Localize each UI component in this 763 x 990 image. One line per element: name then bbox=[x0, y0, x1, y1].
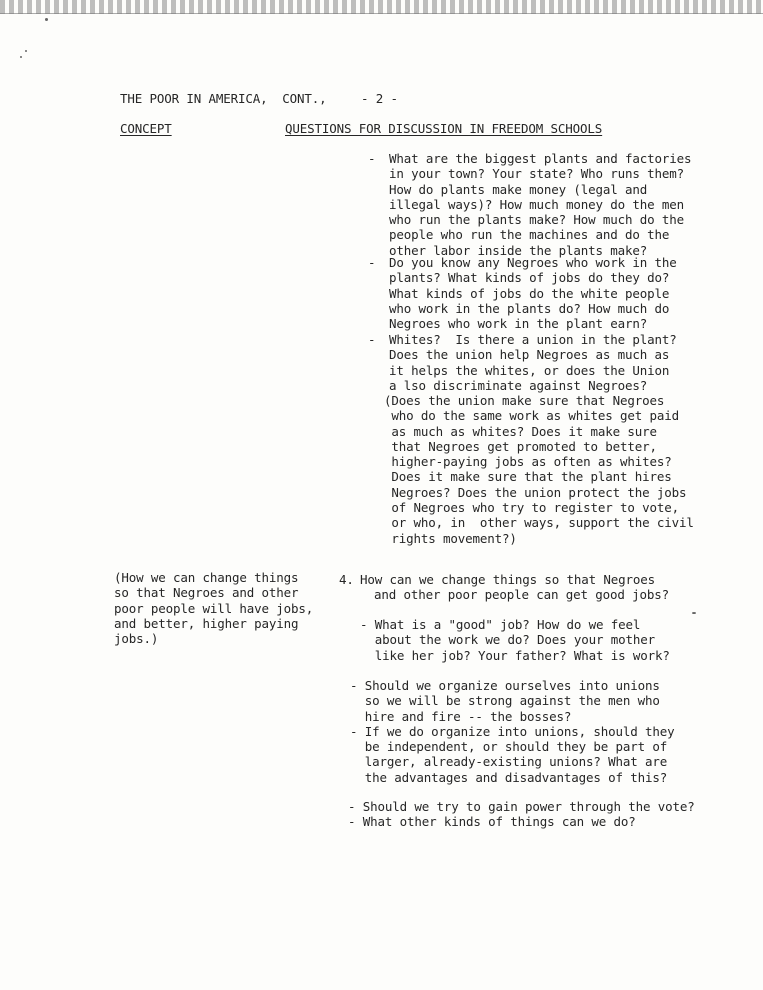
text-line: so that Negroes and other bbox=[114, 585, 299, 601]
text-line: people who run the machines and do the bbox=[389, 227, 670, 243]
text-line: and better, higher paying bbox=[114, 615, 299, 631]
text-line: who run the plants make? How much do the bbox=[389, 212, 685, 228]
text-line: and other poor people can get good jobs? bbox=[374, 587, 670, 603]
top-border-line bbox=[0, 13, 763, 14]
text-line: - What is a "good" job? How do we feel bbox=[360, 617, 641, 632]
text-line: Does the union help Negroes as much as bbox=[389, 347, 670, 363]
text-line: higher-paying jobs as often as whites? bbox=[384, 454, 672, 470]
text-line: who work in the plants do? How much do bbox=[389, 300, 670, 316]
text-line: in your town? Your state? Who runs them? bbox=[389, 166, 685, 182]
text-line: of Negroes who try to register to vote, bbox=[384, 500, 680, 516]
text-line: poor people will have jobs, bbox=[114, 600, 314, 616]
text-line: plants? What kinds of jobs do they do? bbox=[389, 270, 670, 286]
text-line: the advantages and disadvantages of this? bbox=[350, 769, 668, 785]
text-line: Whites? Is there a union in the plant? bbox=[389, 332, 677, 347]
text-line: Does it make sure that the plant hires bbox=[384, 469, 672, 485]
text-line: - If we do organize into unions, should they bbox=[350, 723, 675, 739]
page-title: THE POOR IN AMERICA, CONT., bbox=[120, 91, 327, 106]
bullet-dash: - bbox=[368, 332, 376, 347]
top-border-marks bbox=[0, 0, 763, 14]
speck bbox=[45, 18, 48, 21]
text-line: who do the same work as whites get paid bbox=[384, 408, 680, 424]
section-4-sub-a bbox=[360, 617, 670, 663]
text-line: - What other kinds of things can we do? bbox=[348, 814, 636, 830]
text-line: (Does the union make sure that Negroes bbox=[384, 393, 665, 408]
text-line: it helps the whites, or does the Union bbox=[389, 362, 670, 378]
concept-heading: CONCEPT bbox=[120, 121, 172, 136]
text-line: other labor inside the plants make? bbox=[389, 242, 648, 258]
text-line: hire and fire -- the bosses? bbox=[350, 708, 572, 724]
speck bbox=[25, 50, 27, 52]
text-line: that Negroes get promoted to better, bbox=[384, 438, 657, 454]
text-line: How can we change things so that Negroes bbox=[360, 572, 656, 587]
text-line: be independent, or should they be part of bbox=[350, 739, 668, 755]
text-line: like her job? Your father? What is work? bbox=[360, 647, 670, 663]
questions-heading: QUESTIONS FOR DISCUSSION IN FREEDOM SCHOOLS bbox=[285, 121, 603, 136]
concept-note bbox=[114, 570, 313, 646]
text-line: (How we can change things bbox=[114, 570, 299, 585]
text-line: Negroes? Does the union protect the jobs bbox=[384, 484, 687, 500]
text-line: - Should we organize ourselves into unions bbox=[350, 678, 660, 693]
text-line: How do plants make money (legal and bbox=[389, 181, 648, 197]
section-number: 4. bbox=[339, 572, 354, 587]
question-item bbox=[389, 255, 677, 331]
text-line: What are the biggest plants and factories bbox=[389, 151, 692, 166]
text-line: What kinds of jobs do the white people bbox=[389, 285, 670, 301]
page-number: - 2 - bbox=[361, 91, 398, 106]
text-line: so we will be strong against the men who bbox=[350, 693, 660, 709]
text-line: larger, already-existing unions? What are bbox=[350, 754, 668, 770]
text-line: Do you know any Negroes who work in the bbox=[389, 255, 677, 270]
text-line: about the work we do? Does your mother bbox=[360, 632, 656, 648]
text-line: illegal ways)? How much money do the men bbox=[389, 196, 685, 212]
question-item bbox=[389, 332, 677, 393]
text-line: - Should we try to gain power through the vote? bbox=[348, 799, 695, 814]
section-4-sub-c bbox=[348, 799, 695, 830]
speck bbox=[692, 612, 696, 614]
bullet-dash: - bbox=[368, 255, 376, 270]
parenthetical-questions bbox=[384, 393, 694, 546]
bullet-dash: - bbox=[368, 151, 376, 166]
text-line: jobs.) bbox=[114, 631, 159, 647]
text-line: Negroes who work in the plant earn? bbox=[389, 316, 648, 332]
text-line: a lso discriminate against Negroes? bbox=[389, 377, 648, 393]
speck bbox=[20, 56, 22, 58]
text-line: or who, in other ways, support the civil bbox=[384, 515, 694, 531]
section-4-sub-b bbox=[350, 678, 675, 785]
section-4-question bbox=[360, 572, 670, 603]
text-line: rights movement?) bbox=[384, 530, 517, 546]
text-line: as much as whites? Does it make sure bbox=[384, 423, 657, 439]
question-item bbox=[389, 151, 691, 258]
